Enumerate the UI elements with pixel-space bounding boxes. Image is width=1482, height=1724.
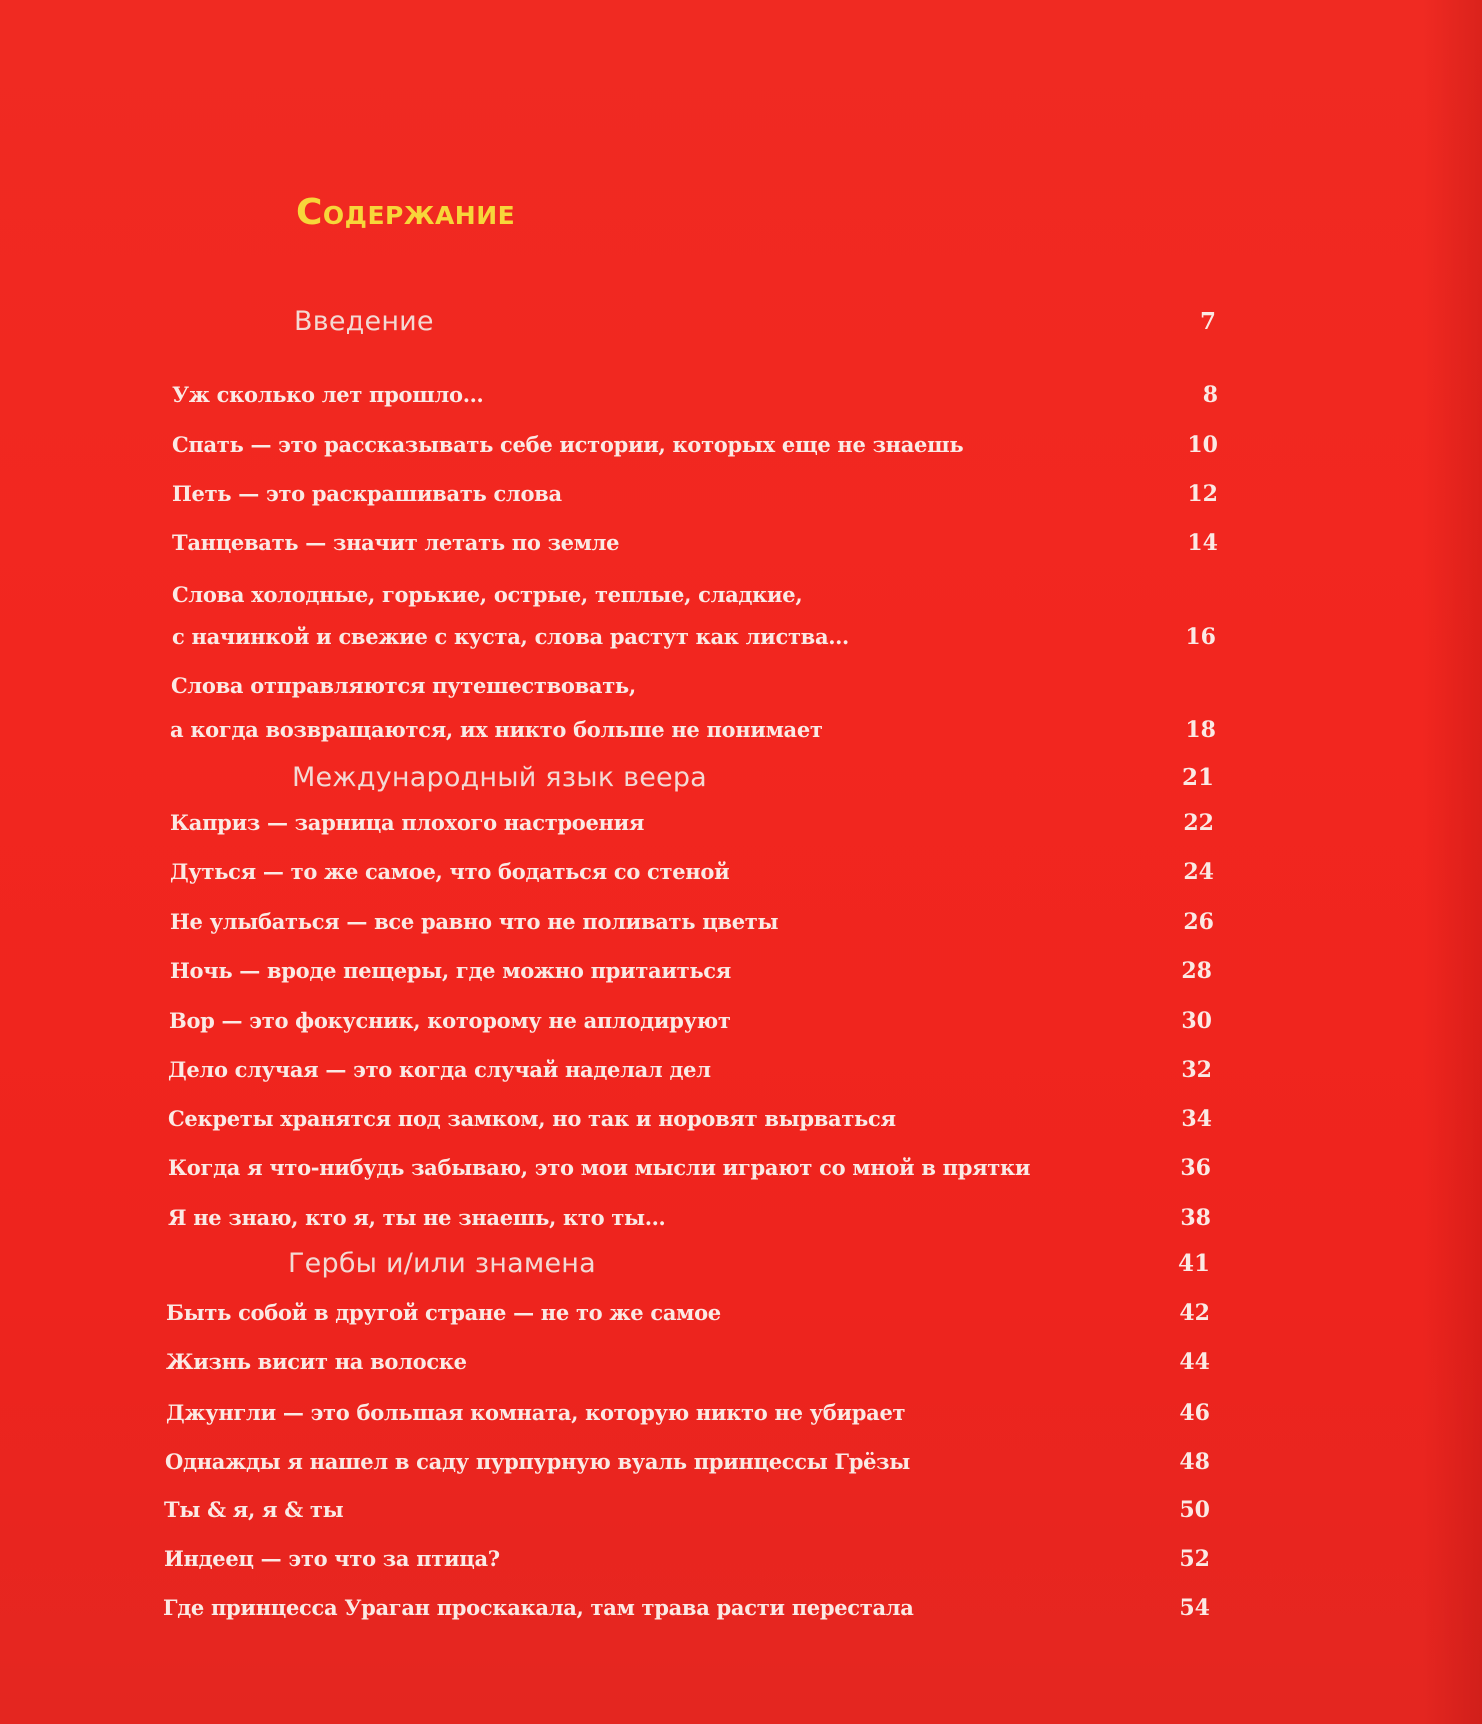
toc-entry-title: Ночь — вроде пещеры, где можно притаиться	[170, 958, 731, 983]
toc-entry-title: Слова холодные, горькие, острые, теплые, сладкие,	[172, 582, 803, 607]
toc-page-number: 41	[1177, 1250, 1210, 1277]
toc-entry-row	[0, 1057, 1482, 1097]
toc-entry-title: с начинкой и свежие с куста, слова растут как листва…	[172, 624, 849, 649]
toc-entry-title: Я не знаю, кто я, ты не знаешь, кто ты…	[168, 1205, 666, 1230]
toc-entry-row	[0, 1349, 1482, 1389]
toc-page-number: 12	[1187, 481, 1218, 507]
toc-entry-row	[0, 1155, 1482, 1195]
toc-section-title: Международный язык веера	[292, 762, 707, 793]
toc-section-row	[0, 762, 1482, 806]
toc-page-number: 44	[1179, 1349, 1210, 1375]
toc-entry-row	[0, 859, 1482, 899]
toc-entry-row	[0, 530, 1482, 570]
toc-section-row	[0, 1248, 1482, 1292]
toc-entry-row	[0, 958, 1482, 998]
toc-page-number: 50	[1179, 1497, 1210, 1523]
toc-entry-row	[0, 382, 1482, 422]
toc-entry-title: Когда я что-нибудь забываю, это мои мысли играют со мной в прятки	[168, 1155, 1031, 1180]
toc-page-number: 26	[1183, 909, 1214, 935]
toc-page-number: 48	[1179, 1449, 1210, 1475]
toc-entry-title: Джунгли — это большая комната, которую никто не убирает	[166, 1400, 906, 1425]
toc-entry-row	[0, 582, 1482, 622]
toc-entry-title: Ты & я, я & ты	[164, 1497, 344, 1522]
toc-entry-title: Петь — это раскрашивать слова	[172, 481, 562, 506]
toc-title: Содержание	[296, 192, 516, 233]
toc-entry-title: Где принцесса Ураган проскакала, там трава расти перестала	[163, 1595, 914, 1620]
toc-section-row	[0, 306, 1482, 350]
toc-entry-row	[0, 1595, 1482, 1635]
toc-page-number: 42	[1179, 1300, 1210, 1326]
toc-entry-title: Секреты хранятся под замком, но так и норовят вырваться	[168, 1106, 896, 1131]
toc-page-number: 54	[1179, 1595, 1210, 1621]
toc-entry-title: Однажды я нашел в саду пурпурную вуаль принцессы Грёзы	[165, 1449, 910, 1474]
toc-page-number: 18	[1185, 717, 1216, 743]
toc-page-number: 21	[1181, 764, 1214, 791]
toc-entry-title: Уж сколько лет прошло…	[172, 382, 484, 407]
toc-entry-row	[0, 624, 1482, 664]
toc-page-number: 46	[1179, 1400, 1210, 1426]
toc-page-number: 10	[1187, 432, 1218, 458]
toc-entry-title: Не улыбаться — все равно что не поливать цветы	[170, 909, 779, 934]
toc-entry-title: Спать — это рассказывать себе истории, которых еще не знаешь	[172, 432, 964, 457]
toc-entry-title: Жизнь висит на волоске	[166, 1349, 467, 1374]
toc-entry-row	[0, 1205, 1482, 1245]
toc-entry-title: Индеец — это что за птица?	[164, 1546, 500, 1571]
toc-entry-row	[0, 432, 1482, 472]
toc-entry-row	[0, 1106, 1482, 1146]
toc-entry-title: Слова отправляются путешествовать,	[171, 673, 636, 698]
toc-section-title: Введение	[294, 306, 434, 337]
toc-page-number: 34	[1181, 1106, 1212, 1132]
toc-page-number: 52	[1179, 1546, 1210, 1572]
toc-entry-row	[0, 481, 1482, 521]
toc-entry-title: а когда возвращаются, их никто больше не понимает	[170, 717, 823, 742]
toc-entry-row	[0, 1300, 1482, 1340]
toc-entry-row	[0, 1449, 1482, 1489]
toc-entry-title: Быть собой в другой стране — не то же самое	[166, 1300, 721, 1325]
toc-entry-row	[0, 673, 1482, 713]
toc-page-number: 28	[1181, 958, 1212, 984]
toc-entry-row	[0, 1400, 1482, 1440]
toc-entry-title: Вор — это фокусник, которому не аплодируют	[169, 1008, 731, 1033]
toc-entry-title: Каприз — зарница плохого настроения	[170, 810, 645, 835]
toc-entry-row	[0, 1497, 1482, 1537]
toc-page-number: 30	[1181, 1008, 1212, 1034]
toc-entry-title: Дело случая — это когда случай наделал дел	[168, 1057, 711, 1082]
toc-page-number: 7	[1199, 308, 1216, 335]
toc-page-number: 36	[1180, 1155, 1211, 1181]
toc-page-number: 8	[1202, 382, 1218, 408]
toc-entry-title: Дуться — то же самое, что бодаться со стеной	[170, 859, 730, 884]
toc-section-title: Гербы и/или знамена	[288, 1248, 596, 1279]
toc-entry-row	[0, 810, 1482, 850]
toc-page-number: 32	[1181, 1057, 1212, 1083]
toc-page-number: 16	[1185, 624, 1216, 650]
toc-page-number: 38	[1180, 1205, 1211, 1231]
toc-entry-row	[0, 1008, 1482, 1048]
toc-entry-row	[0, 717, 1482, 757]
toc-entry-row	[0, 1546, 1482, 1586]
toc-page-number: 14	[1187, 530, 1218, 556]
toc-entry-row	[0, 909, 1482, 949]
toc-page-number: 22	[1183, 810, 1214, 836]
toc-entry-title: Танцевать — значит летать по земле	[172, 530, 620, 555]
toc-page-number: 24	[1183, 859, 1214, 885]
